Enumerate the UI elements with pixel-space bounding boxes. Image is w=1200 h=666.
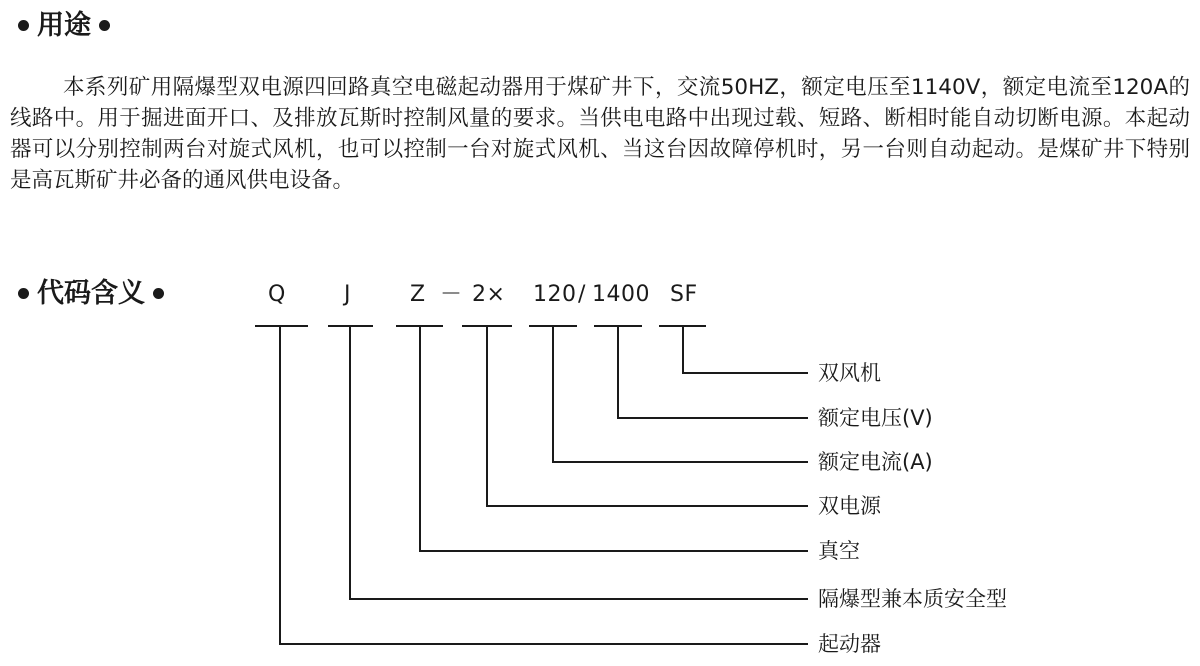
label-current: 额定电流(A) <box>818 450 933 474</box>
code-part-dash: － <box>440 282 463 307</box>
code-part-z: Z <box>410 282 426 307</box>
label-explosion-proof: 隔爆型兼本质安全型 <box>818 587 1007 611</box>
usage-title: 用途 <box>37 10 91 41</box>
usage-paragraph: 本系列矿用隔爆型双电源四回路真空电磁起动器用于煤矿井下，交流50HZ，额定电压至1140V，额定电流至120A的线路中。用于掘进面开口、及排放瓦斯时控制风量的要求。当供电电路中出现过载、短路、断相时能自动切断电源。本起动器可以分别控制两台对旋式风机，也可以控制一台对旋式风机、当这台因故障停机时，另一台则自动起动。是煤矿井下特别是高瓦斯矿井必备的通风供电设备。 <box>10 75 1190 193</box>
code-title: 代码含义 <box>37 278 145 309</box>
label-fans: 双风机 <box>818 361 881 385</box>
code-part-sf: SF <box>670 282 698 307</box>
code-part-j: J <box>344 282 351 307</box>
label-dual-power: 双电源 <box>818 494 881 518</box>
code-part-dual: 2× <box>472 282 506 307</box>
code-part-q: Q <box>268 282 286 307</box>
leader-dual-power <box>487 326 808 506</box>
leader-fans <box>683 326 808 373</box>
leader-current <box>553 326 808 462</box>
label-voltage: 额定电压(V) <box>818 406 933 430</box>
code-part-current: 120 <box>533 282 577 307</box>
label-starter: 起动器 <box>818 632 881 656</box>
code-part-voltage: 1400 <box>592 282 650 307</box>
label-vacuum: 真空 <box>818 539 860 563</box>
leader-vacuum <box>420 326 808 551</box>
code-part-slash: / <box>578 282 586 307</box>
